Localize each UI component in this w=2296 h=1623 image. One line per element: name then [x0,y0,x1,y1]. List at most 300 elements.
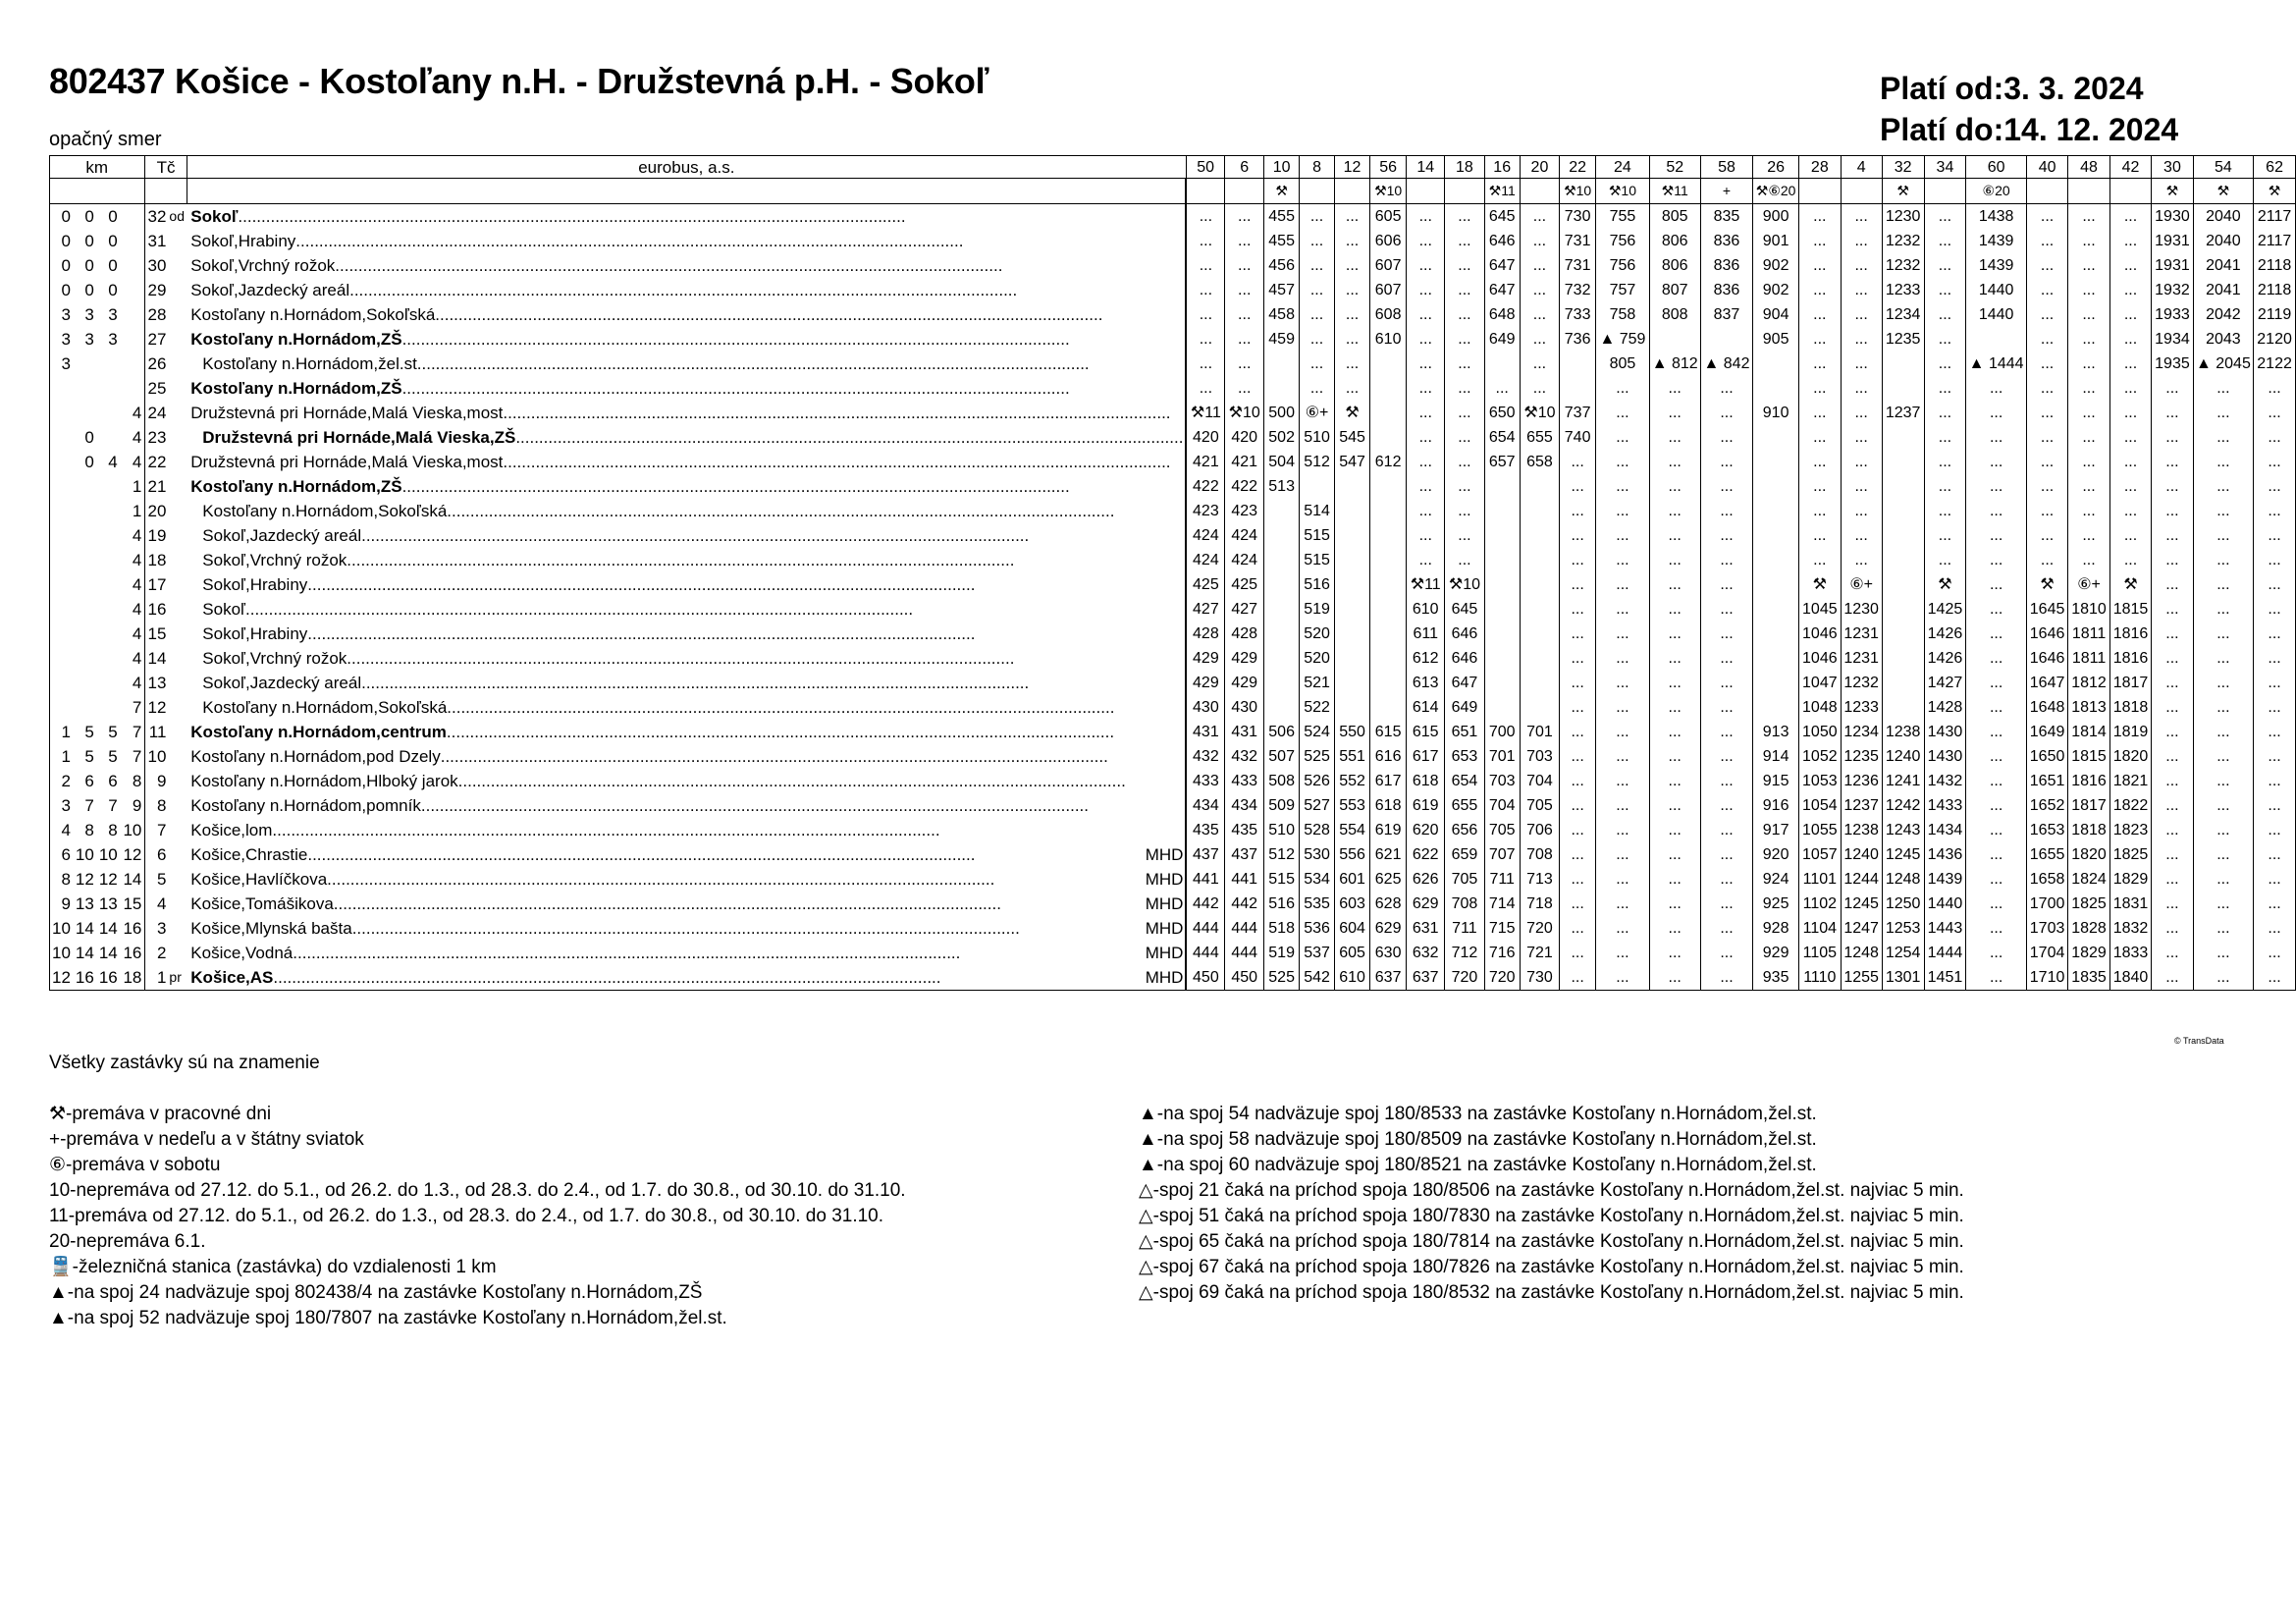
departure-time: ... [1445,327,1484,352]
departure-time: 1231 [1841,646,1882,671]
departure-time: 714 [1484,892,1520,916]
stop-name-cell [187,523,1186,548]
departure-time: ... [2152,474,2193,499]
departure-time: 432 [1186,744,1224,769]
departure-time: ... [1445,376,1484,401]
departure-time: 518 [1264,916,1300,941]
leader-dots [422,355,1184,372]
departure-time: 1050 [1799,720,1842,744]
mhd-label: MHD [1145,968,1184,987]
stop-name-cell [187,597,1186,622]
departure-time: ... [2068,376,2109,401]
departure-time: 708 [1445,892,1484,916]
departure-time: ... [1596,548,1650,572]
departure-time: 806 [1649,229,1700,253]
departure-time: 1243 [1882,818,1924,842]
departure-time: ... [1799,499,1842,523]
departure-time: 450 [1186,965,1224,991]
departure-time: ⑥+ [2068,572,2109,597]
departure-time: ⚒11 [1186,401,1224,425]
trip-number: 20 [1520,156,1559,179]
tc-header: Tč [145,156,187,179]
tc-value: 20 [147,502,167,520]
km-value: 0 [84,232,94,250]
departure-time [1484,572,1520,597]
departure-time: ... [1700,941,1753,965]
departure-time: 2117 [2254,204,2296,230]
departure-time: 1930 [2152,204,2193,230]
km-value [74,352,97,376]
km-value [74,401,97,425]
departure-time: 1236 [1841,769,1882,793]
departure-time: 736 [1560,327,1596,352]
valid-to-date: Platí do:14. 12. 2024 [1880,112,2179,147]
stop-name-cell [187,744,1186,769]
departure-time: ... [1520,253,1559,278]
departure-time: ... [1966,548,2026,572]
departure-time: 2118 [2254,253,2296,278]
departure-time: 730 [1520,965,1559,991]
stop-row [50,352,2296,376]
departure-time: ... [1649,671,1700,695]
departure-time: 1434 [1924,818,1966,842]
departure-time: ... [1445,499,1484,523]
departure-time: ... [2152,842,2193,867]
departure-time: ⑥+ [1841,572,1882,597]
departure-time: ... [2254,769,2296,793]
departure-time: 615 [1370,720,1407,744]
departure-time: ... [2109,548,2151,572]
departure-time: ... [2109,376,2151,401]
km-value [97,425,121,450]
km-value [121,352,145,376]
departure-time: 605 [1370,204,1407,230]
tc-value: 19 [147,526,167,545]
departure-time: ⚒10 [1445,572,1484,597]
departure-time: ... [2152,916,2193,941]
departure-time: 425 [1186,572,1224,597]
leader-dots [458,773,1184,789]
departure-time: 2122 [2254,352,2296,376]
departure-time: 428 [1225,622,1264,646]
departure-time: ... [2068,401,2109,425]
legend-item: ▲-na spoj 54 nadväzuje spoj 180/8533 na zastávke Kostoľany n.Hornádom,žel.st. [1139,1104,1817,1124]
departure-time: 1813 [2068,695,2109,720]
departure-time: ... [1520,278,1559,302]
departure-time [1264,572,1300,597]
km-header: km [50,156,145,179]
departure-time: 1255 [1841,965,1882,991]
departure-time: ... [1700,892,1753,916]
km-value: 3 [108,330,118,349]
departure-time: ... [1225,352,1264,376]
departure-time: 608 [1370,302,1407,327]
departure-time: ... [1966,818,2026,842]
departure-time: ... [1560,695,1596,720]
departure-time [1882,548,1924,572]
departure-time: ... [2193,376,2253,401]
departure-time: ... [1799,523,1842,548]
departure-time: 1242 [1882,793,1924,818]
departure-time: 645 [1484,204,1520,230]
trip-symbol [1445,179,1484,204]
arrival-departure-mark [168,401,187,425]
stop-row [50,793,2296,818]
departure-time [1370,622,1407,646]
departure-time: 2117 [2254,229,2296,253]
departure-time: ... [1700,646,1753,671]
departure-time [1370,523,1407,548]
departure-time: 1818 [2109,695,2151,720]
departure-time: ... [1799,401,1842,425]
departure-time: ... [1649,818,1700,842]
departure-time: 1046 [1799,646,1842,671]
departure-time: ... [2109,523,2151,548]
trip-number: 24 [1596,156,1650,179]
departure-time: ... [1596,941,1650,965]
departure-time: 507 [1264,744,1300,769]
stop-row [50,892,2296,916]
departure-time: ... [1700,744,1753,769]
departure-time: 1232 [1841,671,1882,695]
departure-time: ▲ 812 [1649,352,1700,376]
tc-value: 21 [147,477,167,496]
departure-time: 1818 [2068,818,2109,842]
departure-time: 720 [1520,916,1559,941]
km-value: 0 [84,453,94,471]
departure-time [1264,695,1300,720]
departure-time: 444 [1186,941,1224,965]
departure-time [1649,327,1700,352]
trip-number: 54 [2193,156,2253,179]
legend-item: ▲-na spoj 52 nadväzuje spoj 180/7807 na zastávke Kostoľany n.Hornádom,žel.st. [49,1308,727,1328]
departure-time: 758 [1596,302,1650,327]
departure-time: 628 [1370,892,1407,916]
departure-time: 500 [1264,401,1300,425]
departure-time: ... [1445,523,1484,548]
arrival-departure-mark [168,253,187,278]
departure-time: ... [1924,450,1966,474]
departure-time [1370,646,1407,671]
departure-time: ... [1520,204,1559,230]
departure-time [1882,425,1924,450]
km-value: 0 [108,281,118,299]
arrival-departure-mark [168,229,187,253]
departure-time: ▲ 1444 [1966,352,2026,376]
tc-value: 13 [147,674,167,692]
departure-time: ... [1186,204,1224,230]
stop-name-cell [187,842,1186,867]
stop-name-cell [187,769,1186,793]
stop-row [50,867,2296,892]
departure-time: 1052 [1799,744,1842,769]
trip-number: 12 [1335,156,1370,179]
departure-time: 646 [1445,622,1484,646]
km-value [74,572,97,597]
departure-time: ... [1966,572,2026,597]
trip-symbols-row [50,179,2296,204]
departure-time [1520,474,1559,499]
departure-time: ... [1596,450,1650,474]
stop-row [50,572,2296,597]
departure-time: ... [1335,229,1370,253]
departure-time: 553 [1335,793,1370,818]
departure-time: 910 [1753,401,1799,425]
departure-time: ... [2109,474,2151,499]
departure-time: 433 [1186,769,1224,793]
departure-time: 1823 [2109,818,2151,842]
departure-time: ... [2193,769,2253,793]
trip-number: 4 [1841,156,1882,179]
departure-time: 1436 [1924,842,1966,867]
km-value [74,499,97,523]
departure-time: ... [2254,965,2296,991]
departure-time: ... [1335,327,1370,352]
departure-time [1370,572,1407,597]
departure-time: ... [2193,597,2253,622]
departure-time: 433 [1225,769,1264,793]
departure-time: 513 [1264,474,1300,499]
departure-time: 1824 [2068,867,2109,892]
departure-time: ... [1700,695,1753,720]
departure-time: 1232 [1882,229,1924,253]
departure-time: ... [1649,425,1700,450]
departure-time: 1237 [1882,401,1924,425]
departure-time: 806 [1649,253,1700,278]
departure-time: 2040 [2193,229,2253,253]
departure-time: ... [1560,720,1596,744]
departure-time: 429 [1186,671,1224,695]
stop-row [50,450,2296,474]
departure-time: ... [1335,376,1370,401]
departure-time: 658 [1520,450,1559,474]
departure-time: ... [1966,695,2026,720]
stop-row [50,278,2296,302]
leader-dots [273,969,1145,986]
departure-time: 1440 [1966,302,2026,327]
stop-row [50,842,2296,867]
departure-time: 442 [1225,892,1264,916]
departure-time: 510 [1300,425,1335,450]
mhd-label: MHD [1145,870,1184,889]
departure-time: 442 [1186,892,1224,916]
empty-cell [187,179,1186,204]
km-value: 13 [98,894,118,913]
departure-time: ... [1700,720,1753,744]
stop-row [50,302,2296,327]
departure-time: 603 [1335,892,1370,916]
stop-row [50,253,2296,278]
departure-time: ... [2152,548,2193,572]
departure-time: ... [1966,523,2026,548]
departure-time: ... [1300,352,1335,376]
departure-time: ... [1407,523,1445,548]
departure-time: ... [1841,327,1882,352]
departure-time: ... [1966,744,2026,769]
arrival-departure-mark [168,941,187,965]
leader-dots [447,699,1183,716]
km-value: 0 [108,207,118,226]
departure-time: ... [1520,302,1559,327]
stop-name-cell [187,278,1186,302]
stop-name-cell [187,425,1186,450]
trip-number: 8 [1300,156,1335,179]
departure-time: ... [1649,646,1700,671]
departure-time: 1045 [1799,597,1842,622]
departure-time: 836 [1700,253,1753,278]
departure-time [1882,646,1924,671]
departure-time [1753,646,1799,671]
departure-time: 705 [1520,793,1559,818]
departure-time: 649 [1484,327,1520,352]
departure-time: ... [2193,499,2253,523]
departure-time: 731 [1560,229,1596,253]
departure-time: 431 [1225,720,1264,744]
departure-time: 527 [1300,793,1335,818]
departure-time: 1811 [2068,646,2109,671]
km-value: 12 [98,870,118,889]
km-value: 18 [121,965,145,991]
departure-time: 515 [1300,523,1335,548]
departure-time [1370,597,1407,622]
tc-value: 27 [147,330,167,349]
departure-time: ... [2254,523,2296,548]
departure-time: 456 [1264,253,1300,278]
departure-time: ... [1799,548,1842,572]
trip-number: 60 [1966,156,2026,179]
departure-time: 1047 [1799,671,1842,695]
departure-time: 1230 [1882,204,1924,230]
departure-time: ... [2152,965,2193,991]
departure-time: 1703 [2026,916,2067,941]
stop-name-cell [187,867,1186,892]
legend-item: ⑥-premáva v sobotu [49,1155,221,1175]
departure-time: ... [1700,376,1753,401]
departure-time: 1822 [2109,793,2151,818]
departure-time [1300,474,1335,499]
departure-time: ... [1799,204,1842,230]
departure-time: ... [1445,278,1484,302]
stop-name-cell [187,646,1186,671]
departure-time: ... [1966,474,2026,499]
departure-time [1560,376,1596,401]
km-value: 4 [121,572,145,597]
departure-time: 612 [1370,450,1407,474]
departure-time: ... [2254,695,2296,720]
trip-symbol [1225,179,1264,204]
departure-time: ... [1335,253,1370,278]
trip-number: 62 [2254,156,2296,179]
departure-time: 515 [1264,867,1300,892]
departure-time: 504 [1264,450,1300,474]
departure-time [1966,327,2026,352]
tc-value: 26 [147,354,167,373]
departure-time: 537 [1300,941,1335,965]
departure-time: ... [1966,499,2026,523]
departure-time: ... [2026,450,2067,474]
leader-dots [293,945,1145,961]
departure-time: ... [1445,425,1484,450]
departure-time [1335,523,1370,548]
departure-time: 545 [1335,425,1370,450]
departure-time: ... [1186,302,1224,327]
departure-time: 703 [1484,769,1520,793]
departure-time: 1102 [1799,892,1842,916]
km-value: 0 [84,428,94,447]
departure-time: ... [1700,671,1753,695]
departure-time: 1234 [1841,720,1882,744]
legend-item: △-spoj 67 čaká na príchod spoja 180/7826 na zastávke Kostoľany n.Hornádom,žel.st. najviac 5 min. [1139,1257,1964,1277]
departure-time: ... [1649,720,1700,744]
departure-time: ... [2026,499,2067,523]
trip-symbol: ⑥20 [1966,179,2026,204]
departure-time: 441 [1186,867,1224,892]
departure-time: 1444 [1924,941,1966,965]
departure-time: ... [1966,842,2026,867]
departure-time: ... [1186,376,1224,401]
empty-cell [50,179,145,204]
departure-time: ... [1560,818,1596,842]
departure-time: ... [1596,720,1650,744]
departure-time: 521 [1300,671,1335,695]
km-value [121,302,145,327]
departure-time: ... [1407,302,1445,327]
departure-time: ... [1966,401,2026,425]
departure-time: 619 [1407,793,1445,818]
copyright-note: © TransData [2174,1036,2224,1046]
departure-time: ... [1520,352,1559,376]
trip-symbol: ⚒11 [1484,179,1520,204]
departure-time: ... [2193,671,2253,695]
request-stops-note: Všetky zastávky sú na znamenie [49,1053,320,1073]
km-value: 1 [50,744,74,769]
departure-time: ... [2193,450,2253,474]
departure-time: ... [2109,352,2151,376]
departure-time: ... [1841,401,1882,425]
stop-row [50,916,2296,941]
departure-time: ... [2026,352,2067,376]
departure-time: 837 [1700,302,1753,327]
departure-time: 631 [1407,916,1445,941]
departure-time: 647 [1484,253,1520,278]
departure-time: 432 [1225,744,1264,769]
departure-time [1484,671,1520,695]
arrival-departure-mark [168,646,187,671]
tc-value: 32 [147,207,167,226]
legend-right [1139,1102,1964,1306]
km-value: 4 [121,597,145,622]
departure-time [1882,376,1924,401]
departure-time: ... [2254,744,2296,769]
departure-time: ... [2152,450,2193,474]
departure-time: ... [2254,450,2296,474]
stop-row [50,229,2296,253]
departure-time: ... [2109,253,2151,278]
departure-time: 1816 [2109,622,2151,646]
km-value: 3 [108,305,118,324]
tc-value: 6 [156,845,167,864]
stop-row [50,523,2296,548]
departure-time: ... [2254,646,2296,671]
departure-time: 534 [1300,867,1335,892]
departure-time: ... [2068,204,2109,230]
departure-time [1882,450,1924,474]
departure-time: ... [2193,720,2253,744]
km-value: 14 [121,867,145,892]
departure-time: 659 [1445,842,1484,867]
departure-time: 712 [1445,941,1484,965]
departure-time: ... [1560,523,1596,548]
